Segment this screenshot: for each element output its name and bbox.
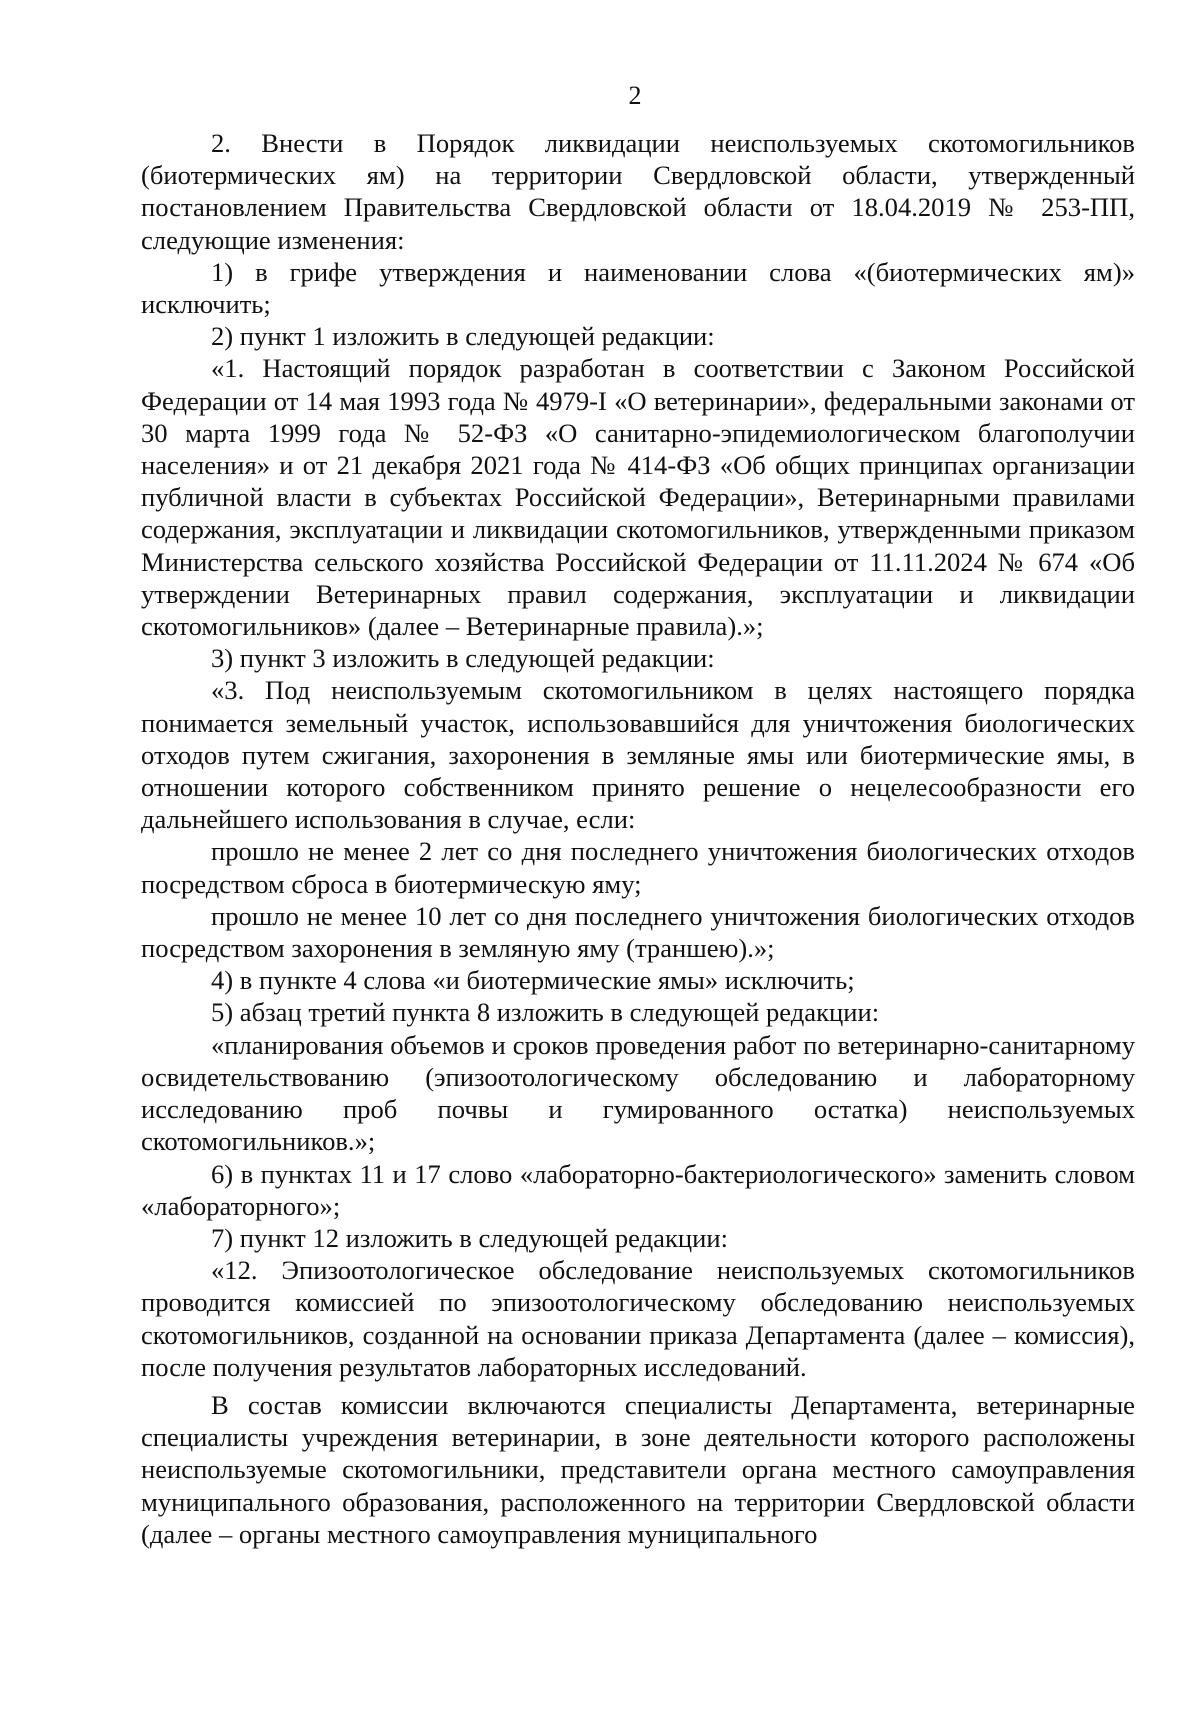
paragraph-point-8-text: «планирования объемов и сроков проведения работ по ветеринарно-санитарному освидетельствованию (эпизоотологическому обследованию и лабораторному исследованию проб почвы и гумированного остатка) неиспользуемых скотомогильников.»;	[141, 1029, 1135, 1157]
page-number: 2	[628, 81, 642, 110]
paragraph-subitem-3: 3) пункт 3 изложить в следующей редакции:	[211, 643, 715, 674]
paragraph-point-12-text: «12. Эпизоотологическое обследование неиспользуемых скотомогильников проводится комиссией по эпизоотологическому обследованию неиспользуемых скотомогильников, созданной на основании приказа Департамента (далее – комиссия), после получения результатов лабораторных исследований.	[141, 1255, 1135, 1382]
paragraph-point-1-text: «1. Настоящий порядок разработан в соответствии с Законом Российской Федерации от 14 мая 1993 года № 4979-I «О ветеринарии», федеральными законами от 30 марта 1999 года № 52-ФЗ «О санитарно-эпидемиологическом благополучии населения» и от 21 декабря 2021 года № 414-ФЗ «Об общих принципах организации публичной власти в субъектах Российской Федерации», Ветеринарными правилами содержания, эксплуатации и ликвидации скотомогильников, утвержденными приказом Министерства сельского хозяйства Российской Федерации от 11.11.2024 № 674 «Об утверждении Ветеринарных правил содержания, эксплуатации и ликвидации скотомогильников» (далее – Ветеринарные правила).»;	[141, 353, 1135, 642]
paragraph-subitem-2: 2) пункт 1 изложить в следующей редакции:	[211, 321, 715, 352]
paragraph-subitem-7: 7) пункт 12 изложить в следующей редакции:	[211, 1222, 728, 1253]
paragraph-subitem-1: 1) в грифе утверждения и наименовании слова «(биотермических ям)» исключить;	[141, 256, 1135, 320]
paragraph-subitem-6: 6) в пунктах 11 и 17 слово «лабораторно-бактериологического» заменить словом «лабораторного»;	[141, 1158, 1135, 1221]
paragraph-condition-10-years: прошло не менее 10 лет со дня последнего уничтожения биологических отходов посредством захоронения в земляную яму (траншею).»;	[141, 900, 1135, 964]
paragraph-subitem-5: 5) абзац третий пункта 8 изложить в следующей редакции:	[211, 997, 880, 1028]
paragraph-subitem-4: 4) в пункте 4 слова «и биотермические ямы» исключить;	[211, 965, 855, 996]
paragraph-commission-composition: В состав комиссии включаются специалисты Департамента, ветеринарные специалисты учреждения ветеринарии, в зоне деятельности которого расположены неиспользуемые скотомогильники, представители органа местного самоуправления муниципального образования, расположенного на территории Свердловской области (далее – органы местного самоуправления муниципального	[141, 1389, 1135, 1549]
paragraph-item-2: 2. Внести в Порядок ликвидации неиспользуемых скотомогильников (биотермических ям) на территории Свердловской области, утвержденный постановлением Правительства Свердловской области от 18.04.2019 № 253-ПП, следующие изменения:	[141, 128, 1135, 255]
document-body	[141, 127, 1135, 1550]
paragraph-condition-2-years: прошло не менее 2 лет со дня последнего уничтожения биологических отходов посредством сброса в биотермическую яму;	[141, 836, 1135, 899]
paragraph-point-3-text: «3. Под неиспользуемым скотомогильником в целях настоящего порядка понимается земельный участок, использовавшийся для уничтожения биологических отходов путем сжигания, захоронения в земляные ямы или биотермические ямы, в отношении которого собственником принято решение о нецелесообразности его дальнейшего использования в случае, если:	[141, 675, 1135, 835]
